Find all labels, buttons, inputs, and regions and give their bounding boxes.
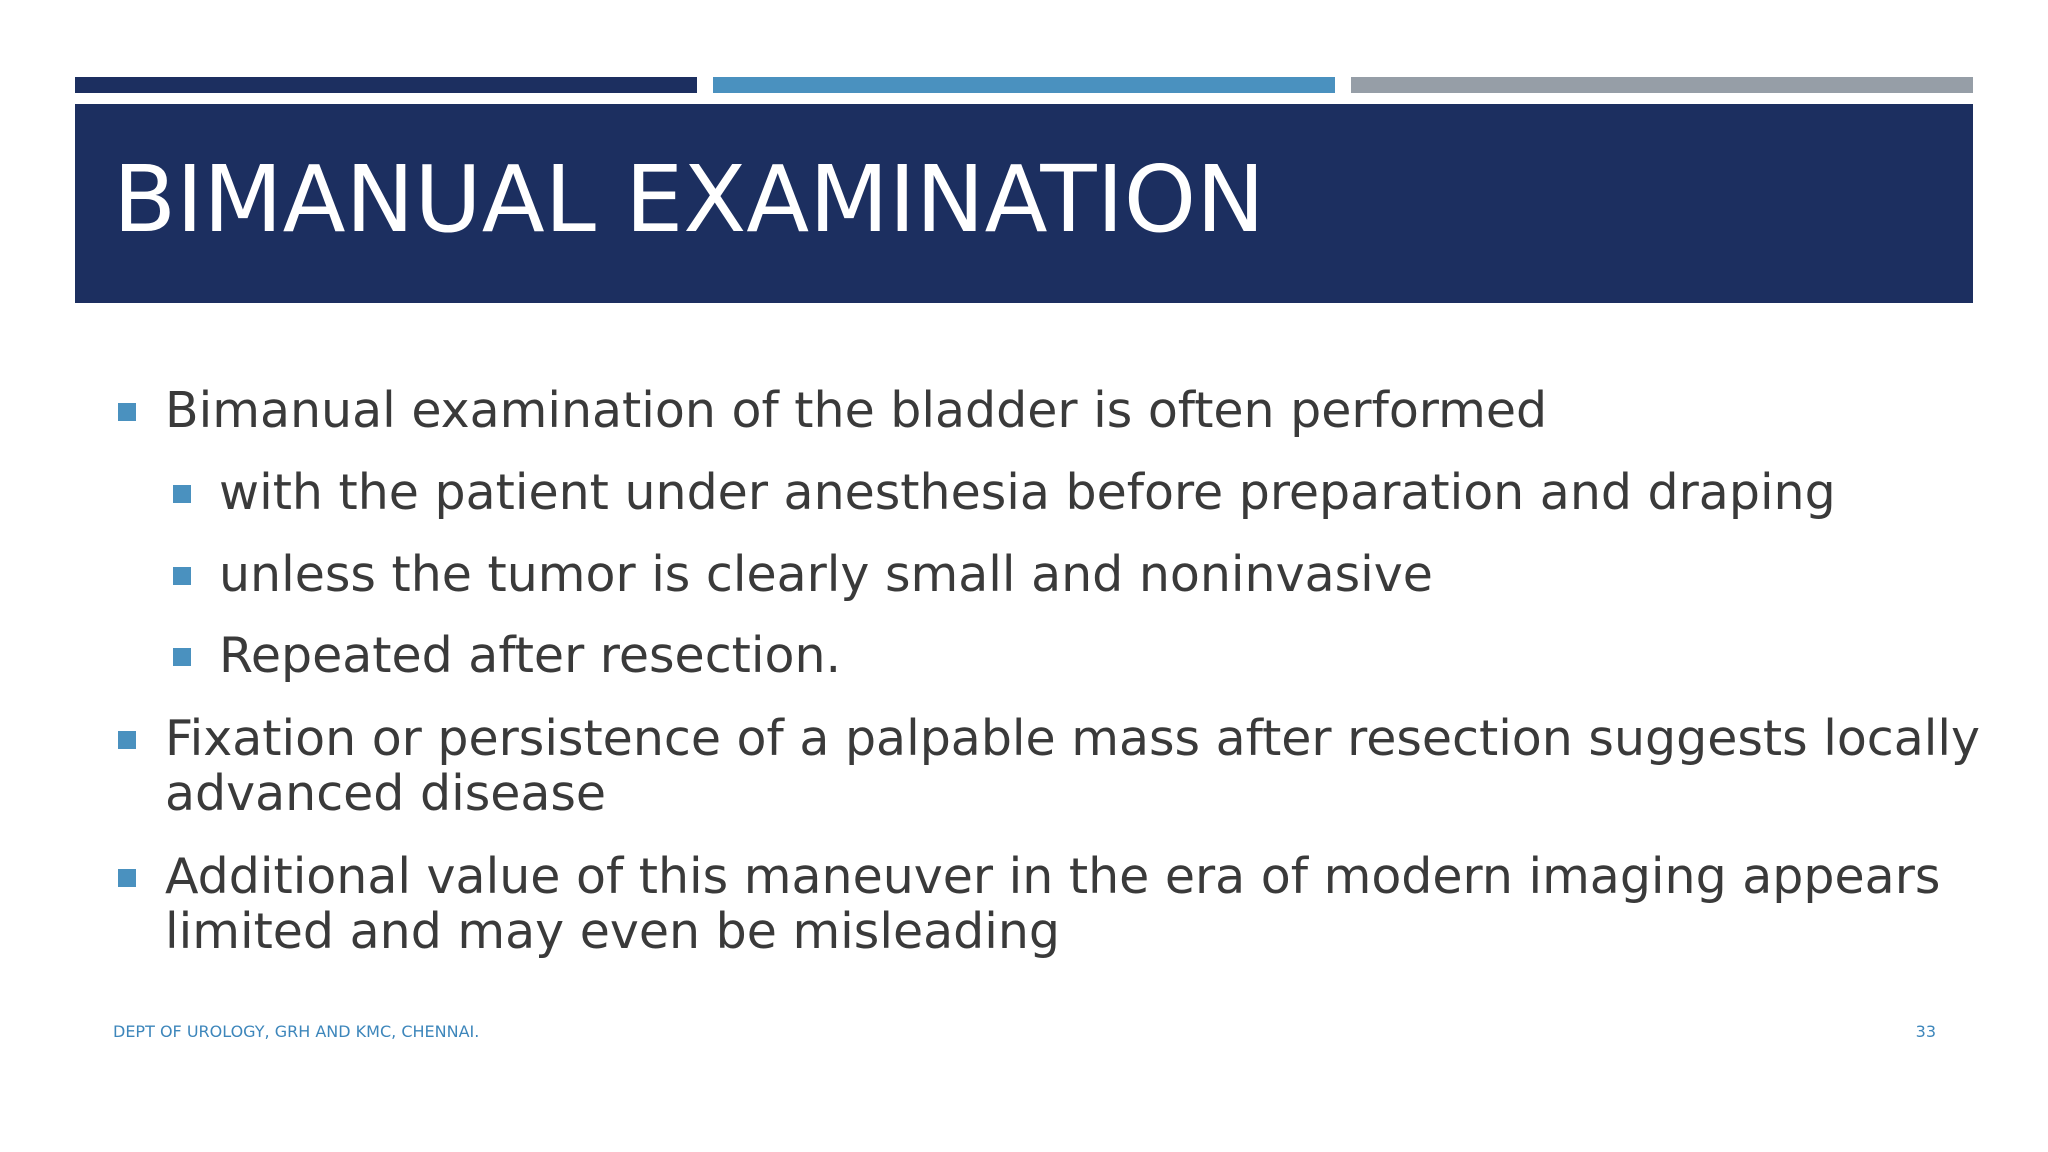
bullet-item <box>165 383 1547 438</box>
sub-bullet-text: unless the tumor is clearly small and noninvasive <box>219 546 1433 603</box>
sub-bullet-item <box>219 628 841 683</box>
bullet-text-line-2: limited and may even be misleading <box>165 903 1060 960</box>
sub-bullet-item <box>219 547 1433 602</box>
bullet-text-line-2: advanced disease <box>165 765 607 822</box>
sub-bullet-item <box>219 465 1836 520</box>
square-bullet-icon <box>118 403 136 421</box>
sub-bullet-text: with the patient under anesthesia before preparation and draping <box>219 464 1836 521</box>
square-bullet-icon <box>173 648 191 666</box>
footer-text: DEPT OF UROLOGY, GRH AND KMC, CHENNAI. <box>113 1022 480 1041</box>
square-bullet-icon <box>173 567 191 585</box>
bullet-text-line-1: Additional value of this maneuver in the era of modern imaging appears <box>165 848 1941 905</box>
bullet-item <box>165 711 1980 821</box>
bullet-item <box>165 849 1940 959</box>
bullet-text-line-1: Fixation or persistence of a palpable mass after resection suggests locally <box>165 710 1980 767</box>
square-bullet-icon <box>118 869 136 887</box>
sub-bullet-text: Repeated after resection. <box>219 627 842 684</box>
square-bullet-icon <box>118 731 136 749</box>
bullet-text: Bimanual examination of the bladder is often performed <box>165 382 1548 439</box>
slide-title: BIMANUAL EXAMINATION <box>113 146 1265 253</box>
page-number: 33 <box>1915 1022 1936 1041</box>
square-bullet-icon <box>173 485 191 503</box>
